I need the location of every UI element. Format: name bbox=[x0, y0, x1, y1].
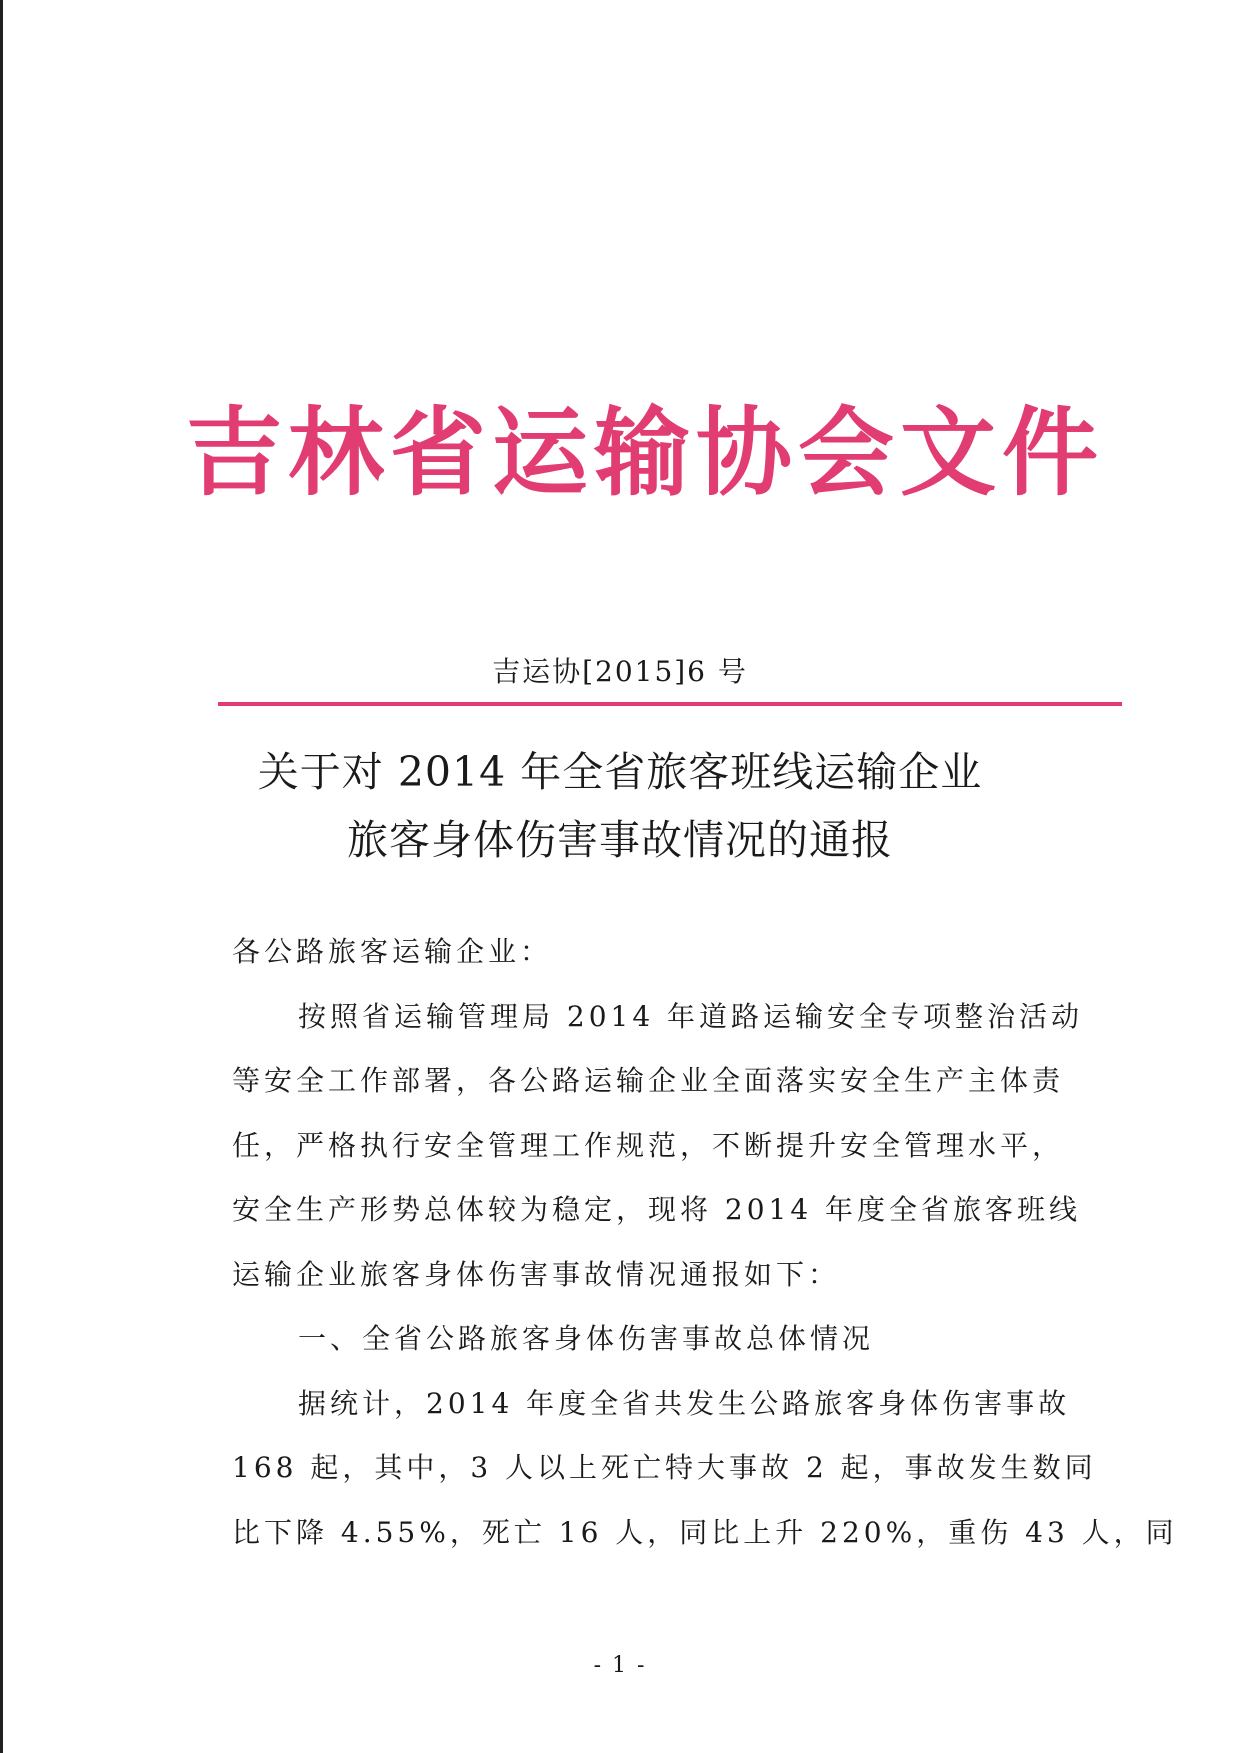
notice-title bbox=[0, 748, 1240, 888]
notice-body bbox=[232, 932, 1178, 1577]
notice-title-line-2: 旅客身体伤害事故情况的通报 bbox=[347, 816, 893, 864]
paragraph-line: 比下降 4.55%，死亡 16 人，同比上升 220%，重伤 43 人，同 bbox=[232, 1515, 1178, 1549]
salutation: 各公路旅客运输企业： bbox=[232, 935, 553, 968]
page-number: - 1 - bbox=[593, 1653, 647, 1678]
paragraph-line: 安全生产形势总体较为稳定，现将 2014 年度全省旅客班线 bbox=[232, 1193, 1082, 1226]
paragraph-line: 任，严格执行安全管理工作规范，不断提升安全管理水平， bbox=[232, 1128, 1065, 1162]
section-heading: 一、全省公路旅客身体伤害事故总体情况 bbox=[298, 1322, 875, 1355]
paragraph-line: 运输企业旅客身体伤害事故情况通报如下： bbox=[232, 1257, 841, 1291]
red-divider-line bbox=[218, 702, 1122, 706]
paragraph-line: 等安全工作部署，各公路运输企业全面落实安全生产主体责 bbox=[232, 1064, 1065, 1097]
paragraph-line: 按照省运输管理局 2014 年道路运输安全专项整治活动 bbox=[298, 999, 1084, 1033]
paragraph-line: 据统计，2014 年度全省共发生公路旅客身体伤害事故 bbox=[298, 1386, 1071, 1420]
masthead-title: 吉林省运输协会文件 bbox=[186, 397, 1104, 509]
document-number: 吉运协[2015]6 号 bbox=[492, 655, 748, 688]
notice-title-line-1: 关于对 2014 年全省旅客班线运输企业 bbox=[257, 748, 983, 796]
paragraph-line: 168 起，其中，3 人以上死亡特大事故 2 起，事故发生数同 bbox=[232, 1451, 1097, 1484]
